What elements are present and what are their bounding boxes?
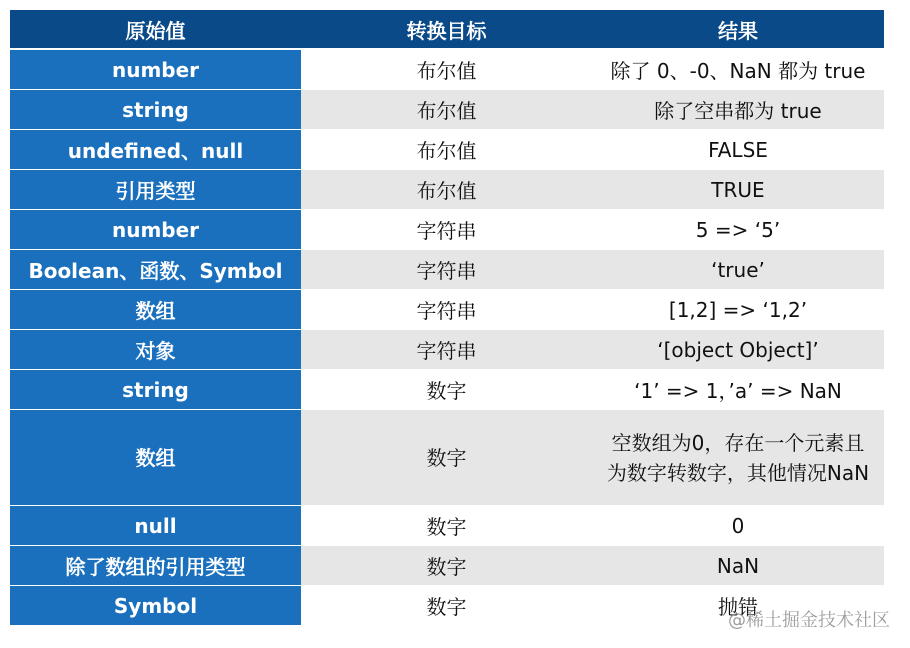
header-conversion-target: 转换目标: [301, 10, 592, 50]
result-text: NaN: [716, 553, 760, 578]
cell-result: [592, 210, 884, 250]
cell-result: [592, 50, 884, 90]
result-text: 除了空串都为 true: [654, 99, 822, 123]
result-text: 除了 0、-0、NaN 都为 true: [610, 59, 866, 83]
cell-original-value: 对象: [10, 330, 301, 370]
cell-original-value: number: [10, 50, 301, 90]
result-text: FALSE: [708, 137, 768, 162]
result-text: [1,2] => ‘1,2’: [668, 297, 808, 322]
cell-conversion-target: 布尔值: [301, 50, 592, 90]
cell-result: [592, 546, 884, 586]
table-row: [10, 90, 884, 130]
cell-original-value: number: [10, 210, 301, 250]
result-text: 抛错: [718, 595, 758, 619]
result-text: ‘1’ => 1，’a’ => NaN: [634, 379, 842, 403]
cell-original-value: Boolean、函数、Symbol: [10, 250, 301, 290]
cell-original-value: null: [10, 506, 301, 546]
cell-conversion-target: 字符串: [301, 250, 592, 290]
table-row: [10, 130, 884, 170]
cell-conversion-target: 布尔值: [301, 170, 592, 210]
cell-conversion-target: 布尔值: [301, 130, 592, 170]
table-row: [10, 210, 884, 250]
table-row: [10, 410, 884, 506]
conversion-table: [10, 10, 884, 626]
cell-result: [592, 90, 884, 130]
cell-conversion-target: 数字: [301, 370, 592, 410]
cell-conversion-target: 布尔值: [301, 90, 592, 130]
cell-original-value: string: [10, 90, 301, 130]
cell-result: [592, 170, 884, 210]
cell-original-value: 数组: [10, 290, 301, 330]
table-body: [10, 50, 884, 626]
cell-result: [592, 330, 884, 370]
cell-result: [592, 130, 884, 170]
cell-conversion-target: 数字: [301, 410, 592, 506]
cell-original-value: undefined、null: [10, 130, 301, 170]
cell-result: [592, 370, 884, 410]
table-row: [10, 506, 884, 546]
result-text: ‘true’: [711, 257, 765, 282]
cell-result: [592, 506, 884, 546]
cell-conversion-target: 数字: [301, 586, 592, 626]
cell-conversion-target: 字符串: [301, 210, 592, 250]
cell-original-value: 除了数组的引用类型: [10, 546, 301, 586]
table-row: [10, 546, 884, 586]
header-result: 结果: [592, 10, 884, 50]
cell-original-value: string: [10, 370, 301, 410]
watermark-text: @稀土掘金技术社区: [728, 610, 890, 631]
result-text: ‘[object Object]’: [657, 337, 819, 362]
cell-original-value: 引用类型: [10, 170, 301, 210]
result-text: 5 => ‘5’: [695, 217, 781, 242]
table-header-row: [10, 10, 884, 50]
result-text: TRUE: [711, 177, 765, 202]
header-original-value: 原始值: [10, 10, 301, 50]
cell-conversion-target: 数字: [301, 506, 592, 546]
table-row: [10, 330, 884, 370]
result-text: 0: [731, 513, 745, 538]
table-row: [10, 250, 884, 290]
result-text: 空数组为0，存在一个元素且为数字转数字，其他情况NaN: [606, 430, 870, 485]
table-row: [10, 170, 884, 210]
cell-result: [592, 290, 884, 330]
cell-conversion-target: 字符串: [301, 290, 592, 330]
table-row: [10, 370, 884, 410]
cell-conversion-target: 字符串: [301, 330, 592, 370]
cell-conversion-target: 数字: [301, 546, 592, 586]
cell-original-value: 数组: [10, 410, 301, 506]
cell-result: [592, 250, 884, 290]
table-row: [10, 290, 884, 330]
cell-result: [592, 410, 884, 506]
table-row: [10, 50, 884, 90]
cell-original-value: Symbol: [10, 586, 301, 626]
